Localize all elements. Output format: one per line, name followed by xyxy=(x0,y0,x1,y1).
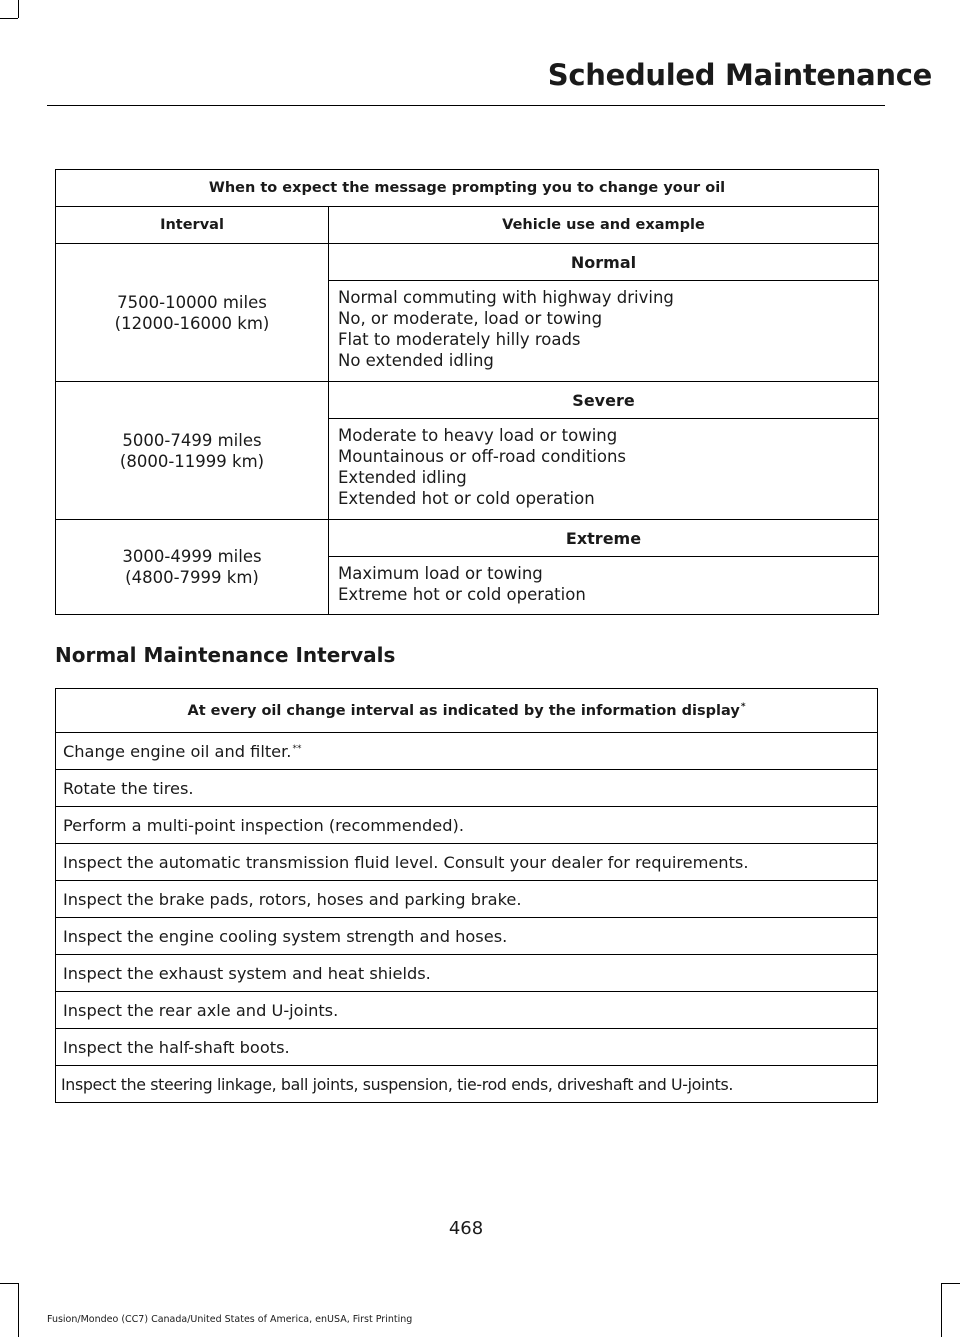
interval-cell xyxy=(56,382,329,520)
column-header-vehicle-use: Vehicle use and example xyxy=(329,207,879,244)
crop-mark xyxy=(942,1283,960,1284)
interval-cell xyxy=(56,244,329,382)
page-title: Scheduled Maintenance xyxy=(547,58,932,92)
footnote-mark: * xyxy=(740,702,746,712)
usage-example: Extreme hot or cold operation xyxy=(338,585,586,604)
usage-example: Extended idling xyxy=(338,468,467,487)
header-divider xyxy=(47,105,885,106)
usage-example: Moderate to heavy load or towing xyxy=(338,426,618,445)
interval-miles: 5000-7499 miles xyxy=(122,430,262,450)
footer-text: Fusion/Mondeo (CC7) Canada/United States of America, enUSA, First Printing xyxy=(47,1314,413,1325)
usage-examples xyxy=(329,557,879,615)
maintenance-item: Inspect the steering linkage, ball joints, suspension, tie-rod ends, driveshaft and U-joints. xyxy=(56,1066,878,1103)
maintenance-item: Perform a multi-point inspection (recommended). xyxy=(56,807,878,844)
maintenance-item: Inspect the half-shaft boots. xyxy=(56,1029,878,1066)
crop-mark xyxy=(18,1283,19,1337)
crop-mark xyxy=(0,18,18,19)
interval-km: (4800-7999 km) xyxy=(125,568,259,587)
crop-mark xyxy=(941,1283,942,1337)
maintenance-item: Inspect the rear axle and U-joints. xyxy=(56,992,878,1029)
usage-examples xyxy=(329,281,879,382)
interval-cell xyxy=(56,520,329,615)
category-normal: Normal xyxy=(329,244,879,281)
interval-km: (12000-16000 km) xyxy=(114,313,270,333)
category-extreme: Extreme xyxy=(329,520,879,557)
interval-km: (8000-11999 km) xyxy=(119,451,265,471)
usage-example: No, or moderate, load or towing xyxy=(338,309,603,328)
section-title: Normal Maintenance Intervals xyxy=(55,643,396,667)
maintenance-item: Inspect the automatic transmission fluid level. Consult your dealer for requirements. xyxy=(56,844,878,881)
item-text: Change engine oil and filter. xyxy=(63,741,292,761)
crop-mark xyxy=(18,0,19,18)
category-severe: Severe xyxy=(329,382,879,419)
table-caption xyxy=(56,689,878,733)
crop-mark xyxy=(0,1283,18,1284)
interval-miles: 3000-4999 miles xyxy=(122,547,262,566)
interval-miles: 7500-10000 miles xyxy=(117,292,267,312)
maintenance-intervals-table xyxy=(55,688,878,1103)
maintenance-item: Inspect the exhaust system and heat shields. xyxy=(56,955,878,992)
caption-text: At every oil change interval as indicated by the information display xyxy=(187,703,740,719)
usage-example: Mountainous or off-road conditions xyxy=(338,447,627,466)
maintenance-item: Rotate the tires. xyxy=(56,770,878,807)
maintenance-item: Inspect the brake pads, rotors, hoses and parking brake. xyxy=(56,881,878,918)
usage-examples xyxy=(329,419,879,520)
oil-change-message-table xyxy=(55,169,879,615)
usage-example: Normal commuting with highway driving xyxy=(338,288,674,307)
usage-example: No extended idling xyxy=(338,351,494,370)
maintenance-item: Inspect the engine cooling system strength and hoses. xyxy=(56,918,878,955)
usage-example: Extended hot or cold operation xyxy=(338,489,595,508)
footnote-mark: ** xyxy=(292,743,302,754)
column-header-interval: Interval xyxy=(56,207,329,244)
maintenance-item xyxy=(56,733,878,770)
usage-example: Maximum load or towing xyxy=(338,564,543,583)
table-caption: When to expect the message prompting you to change your oil xyxy=(56,170,879,207)
usage-example: Flat to moderately hilly roads xyxy=(338,330,581,349)
page-number: 468 xyxy=(448,1218,484,1239)
